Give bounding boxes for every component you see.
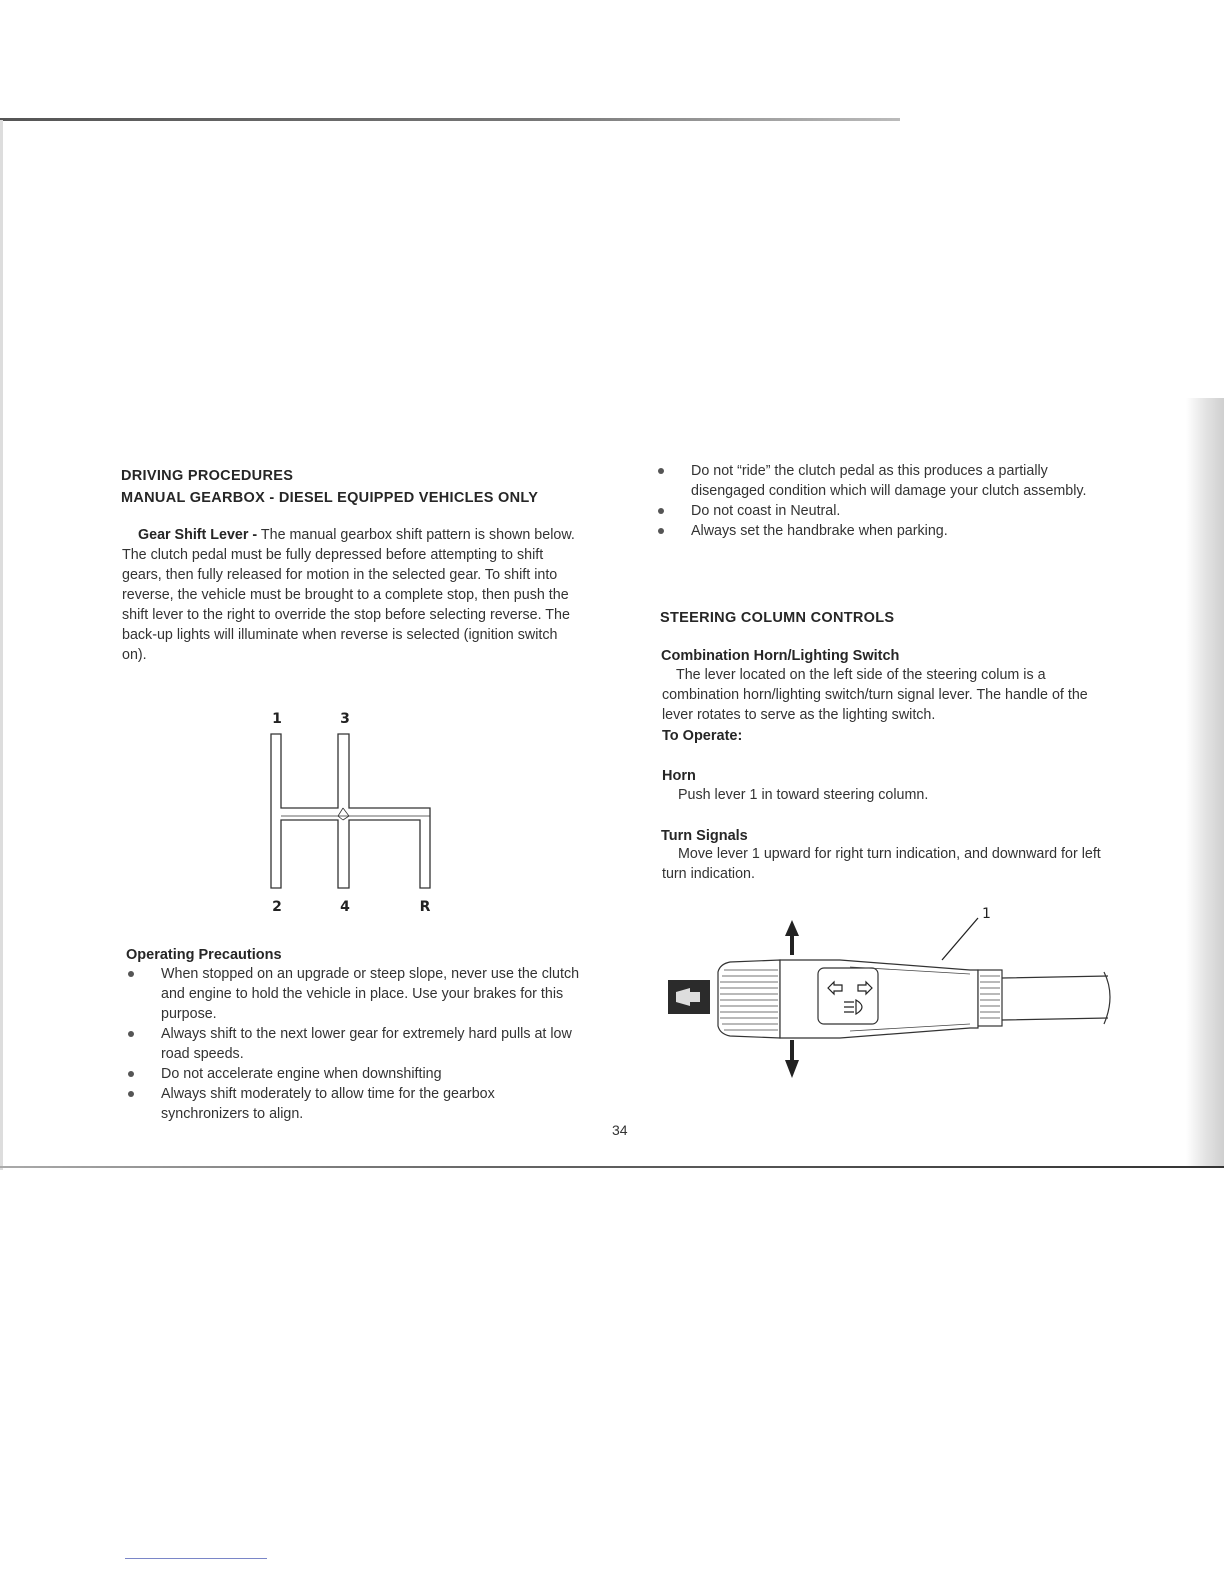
callout-label: 1 <box>982 906 991 922</box>
list-item: Always set the handbrake when parking. <box>656 521 1112 541</box>
gear-label-2: 2 <box>272 899 282 915</box>
gear-shift-paragraph <box>122 525 578 665</box>
turn-signals-text: Move lever 1 upward for right turn indication, and downward for left turn indication. <box>662 846 1101 882</box>
horn-text: Push lever 1 in toward steering column. <box>678 787 929 803</box>
list-item: When stopped on an upgrade or steep slope, never use the clutch and engine to hold the vehicle in place. Use your brakes for this purpose. <box>126 964 580 1024</box>
gear-label-r: R <box>419 899 431 915</box>
horn-title: Horn <box>662 768 696 784</box>
turn-signals-title: Turn Signals <box>661 828 748 844</box>
precautions-title: Operating Precautions <box>126 947 282 963</box>
page-edge <box>0 120 3 1170</box>
gear-shift-text: The manual gearbox shift pattern is shown below. The clutch pedal must be fully depressed before attempting to shift gears, then fully released for motion in the selected gear. To shift into reverse, the vehicle must be brought to a complete stop, then push the shift lever to the right to override the stop before selecting reverse. The back-up lights will illuminate when reverse is selected (ignition switch on). <box>122 527 575 663</box>
steering-section-title: STEERING COLUMN CONTROLS <box>660 610 895 626</box>
down-arrow-icon <box>785 1040 799 1078</box>
shift-gate-outline <box>271 734 430 888</box>
top-rule <box>0 118 900 121</box>
list-item: Always shift moderately to allow time for the gearbox synchronizers to align. <box>126 1084 580 1124</box>
section-title: DRIVING PROCEDURES <box>121 468 294 484</box>
list-item: Always shift to the next lower gear for extremely hard pulls at low road speeds. <box>126 1024 580 1064</box>
gear-shift-pattern-diagram <box>250 700 450 920</box>
lever-body <box>718 960 1110 1038</box>
to-operate-label: To Operate: <box>662 728 743 744</box>
up-arrow-icon <box>785 920 799 955</box>
section-subtitle: MANUAL GEARBOX - DIESEL EQUIPPED VEHICLES ONLY <box>121 490 539 506</box>
list-item: Do not “ride” the clutch pedal as this produces a partially disengaged condition which will damage your clutch assembly. <box>656 461 1112 501</box>
callout-line <box>942 918 978 960</box>
list-item: Do not coast in Neutral. <box>656 501 1112 521</box>
bottom-rule <box>0 1166 1224 1168</box>
steering-lever-illustration <box>660 900 1120 1085</box>
binding-shadow <box>1186 398 1224 1168</box>
gear-shift-lead: Gear Shift Lever - <box>138 527 258 543</box>
combo-switch-text: The lever located on the left side of the steering colum is a combination horn/lighting switch/turn signal lever. The handle of the lever rotates to serve as the lighting switch. <box>662 667 1088 723</box>
gear-label-1: 1 <box>272 711 282 727</box>
clutch-bullets-list <box>656 461 1112 541</box>
list-item: Do not accelerate engine when downshifting <box>126 1064 580 1084</box>
gear-label-3: 3 <box>340 711 350 727</box>
precautions-list <box>126 964 580 1124</box>
footer-blue-line <box>125 1558 267 1559</box>
combo-switch-title: Combination Horn/Lighting Switch <box>661 648 900 664</box>
page-number: 34 <box>612 1122 628 1138</box>
gear-label-4: 4 <box>340 899 350 915</box>
